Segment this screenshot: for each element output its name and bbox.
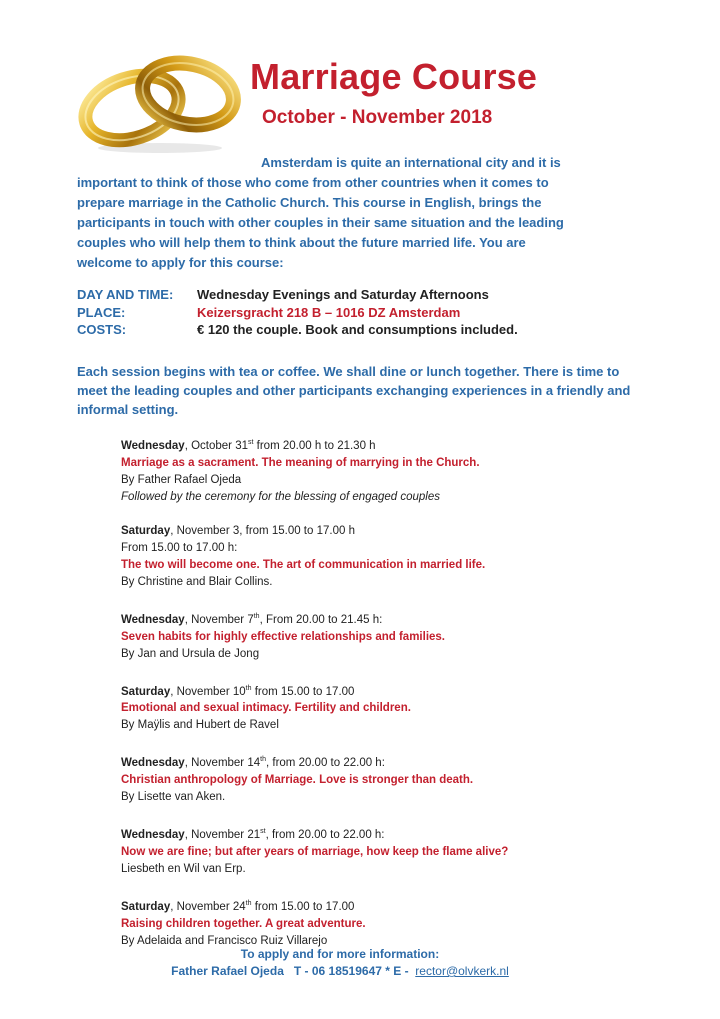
- session-list: [121, 434, 641, 967]
- session-speakers: By Adelaida and Francisco Ruiz Villarejo: [121, 934, 328, 947]
- session-speakers: By Lisette van Aken.: [121, 791, 226, 804]
- session-speakers: By Maÿlis and Hubert de Ravel: [121, 719, 279, 732]
- session-item: [121, 434, 641, 506]
- session-speakers: Liesbeth en Wil van Erp.: [121, 863, 246, 876]
- session-topic: Christian anthropology of Marriage. Love is stronger than death.: [121, 774, 474, 787]
- email-link[interactable]: rector@olvkerk.nl: [415, 964, 509, 978]
- footer-heading: To apply and for more information:: [240, 947, 440, 961]
- session-date: Saturday, November 3, from 15.00 to 17.00 h: [121, 524, 355, 537]
- page-title: Marriage Course: [250, 56, 538, 97]
- session-date: Saturday, November 24th from 15.00 to 17.00: [121, 900, 355, 913]
- detail-row-place: [77, 304, 637, 322]
- session-item: [121, 523, 641, 591]
- detail-row-costs: [77, 321, 637, 339]
- course-details: [77, 286, 637, 339]
- detail-label: COSTS:: [77, 322, 127, 337]
- session-topic: Emotional and sexual intimacy. Fertility and children.: [121, 702, 411, 715]
- session-date: Wednesday, November 21st, from 20.00 to 22.00 h:: [121, 828, 385, 842]
- session-date: Wednesday, November 14th, from 20.00 to 22.00 h:: [121, 756, 385, 770]
- contact-footer: [0, 946, 680, 980]
- detail-row-day-time: [77, 286, 637, 304]
- detail-value: € 120 the couple. Book and consumptions included.: [197, 322, 518, 337]
- session-topic: Raising children together. A great adventure.: [121, 917, 366, 930]
- detail-value: Wednesday Evenings and Saturday Afternoons: [197, 287, 489, 302]
- session-item: [121, 680, 641, 735]
- footer-contact: [0, 963, 680, 980]
- session-date: Saturday, November 10th from 15.00 to 17.00: [121, 684, 355, 698]
- session-date: Wednesday, October 31st from 20.00 h to 21.30 h: [121, 439, 376, 452]
- session-speakers: By Christine and Blair Collins.: [121, 575, 273, 588]
- page-subtitle: October - November 2018: [262, 107, 493, 128]
- session-item: [121, 823, 641, 878]
- footer-contact-text: Father Rafael Ojeda T - 06 18519647 * E -: [171, 964, 416, 978]
- session-topic: Now we are fine; but after years of marriage, how keep the flame alive?: [121, 846, 509, 859]
- detail-label: PLACE:: [77, 304, 126, 320]
- session-topic: The two will become one. The art of communication in married life.: [121, 558, 486, 571]
- session-item: [121, 895, 641, 950]
- session-item: [121, 751, 641, 806]
- detail-value: Keizersgracht 218 B – 1016 DZ Amsterdam: [197, 304, 461, 320]
- wedding-rings-icon: [72, 42, 248, 154]
- detail-label: DAY AND TIME:: [77, 287, 174, 302]
- session-item: [121, 608, 641, 663]
- session-speakers: By Jan and Ursula de Jong: [121, 647, 260, 660]
- session-topic: Marriage as a sacrament. The meaning of marrying in the Church.: [121, 456, 480, 469]
- session-time: From 15.00 to 17.00 h:: [121, 541, 238, 554]
- session-speakers: By Father Rafael Ojeda: [121, 473, 242, 486]
- intro-paragraph: Amsterdam is quite an international city and it is important to think of those who come from other countries when it comes to prepare marriage in the Catholic Church. This course in English, brings the participants in touch with other couples in their same situation and the leading couples who will help them to think about the future married life. You are welcome to apply for this course:: [77, 155, 564, 270]
- session-topic: Seven habits for highly effective relationships and families.: [121, 630, 446, 643]
- session-note: Followed by the ceremony for the blessing of engaged couples: [121, 490, 441, 503]
- session-date: Wednesday, November 7th, From 20.00 to 21.45 h:: [121, 612, 383, 626]
- session-info-paragraph: Each session begins with tea or coffee. We shall dine or lunch together. There is time to meet the leading couples and other participants exchanging experiences in a friendly and informal setting.: [77, 364, 631, 417]
